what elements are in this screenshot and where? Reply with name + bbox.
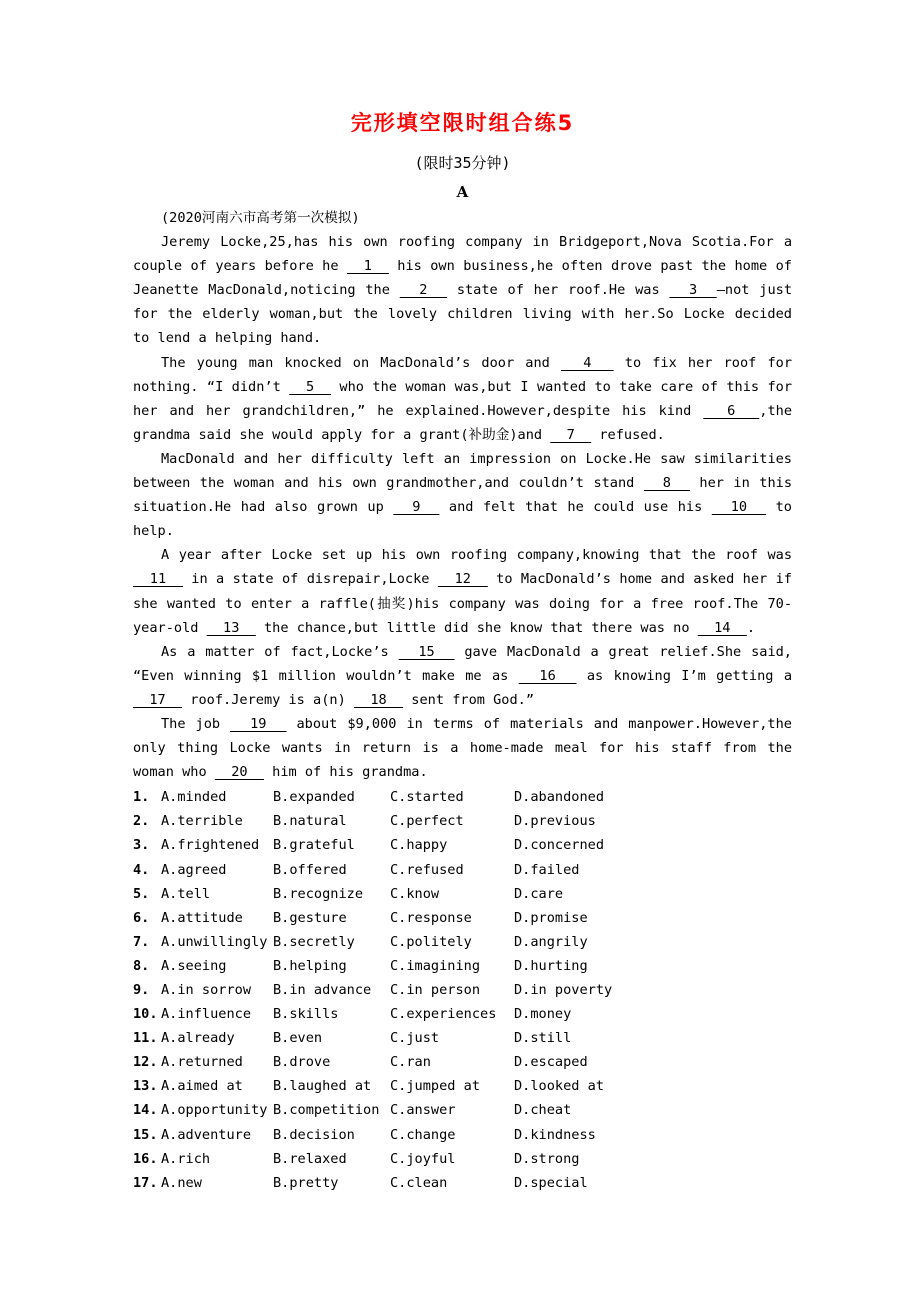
- option-number: 12.: [133, 1054, 158, 1071]
- option-choice-a: A.unwillingly: [161, 933, 268, 950]
- option-choice-d: D.abandoned: [514, 789, 605, 806]
- document-title: 完形填空限时组合练5: [350, 111, 575, 135]
- paragraph-5: As a matter of fact,Locke’s 15 gave MacDonald a great relief.She said, “Even winning $1 million wouldn’t make me as 16 as knowing I’m getting a 17 roof.Jeremy is a(n) 18 sent from God.”: [133, 643, 792, 708]
- options-list: [133, 785, 792, 1195]
- cloze-blank-13: 13: [206, 619, 256, 636]
- option-choice-c: C.imagining: [390, 957, 481, 974]
- option-choice-c: C.know: [390, 885, 440, 902]
- option-row-11: [133, 1026, 792, 1050]
- option-number: 13.: [133, 1078, 158, 1095]
- option-choice-d: D.failed: [514, 861, 580, 878]
- option-choice-c: C.answer: [390, 1102, 456, 1119]
- option-choice-b: B.drove: [273, 1054, 331, 1071]
- option-choice-c: C.jumped at: [390, 1078, 481, 1095]
- option-number: 10.: [133, 1006, 158, 1023]
- cloze-blank-10: 10: [711, 499, 767, 516]
- option-choice-d: D.still: [514, 1030, 572, 1047]
- option-number: 7.: [133, 933, 150, 950]
- option-choice-b: B.laughed at: [273, 1078, 372, 1095]
- option-choice-c: C.joyful: [390, 1150, 456, 1167]
- paragraph-4: A year after Locke set up his own roofing company,knowing that the roof was 11 in a state of disrepair,Locke 12 to MacDonald’s home and asked her if she wanted to enter a raffle(抽奖)his company was doing for a free roof.The 70-year-old 13 the chance,but little did she know that there was no 14 .: [133, 547, 792, 636]
- option-choice-d: D.escaped: [514, 1054, 588, 1071]
- option-number: 15.: [133, 1126, 158, 1143]
- option-number: 5.: [133, 885, 150, 902]
- option-choice-a: A.minded: [161, 789, 227, 806]
- cloze-blank-2: 2: [399, 282, 448, 299]
- cloze-blank-14: 14: [697, 619, 747, 636]
- option-row-14: [133, 1098, 792, 1122]
- option-choice-c: C.clean: [390, 1174, 448, 1191]
- cloze-blank-12: 12: [437, 571, 488, 588]
- cloze-blank-9: 9: [393, 499, 440, 516]
- option-number: 8.: [133, 957, 150, 974]
- option-row-1: [133, 785, 792, 809]
- cloze-blank-19: 19: [230, 715, 287, 732]
- option-choice-b: B.in advance: [273, 982, 372, 998]
- option-row-5: [133, 882, 792, 906]
- option-choice-c: C.response: [390, 909, 472, 926]
- option-choice-c: C.perfect: [390, 813, 464, 830]
- option-choice-d: D.looked at: [514, 1078, 605, 1095]
- option-row-17: [133, 1171, 792, 1195]
- option-choice-a: A.opportunity: [161, 1102, 268, 1119]
- option-choice-c: C.in person: [390, 982, 481, 998]
- option-row-10: [133, 1002, 792, 1026]
- paragraph-3: MacDonald and her difficulty left an impression on Locke.He saw similarities between the woman and his own grandmother,and couldn’t stand 8 her in this situation.He had also grown up 9 and felt that he could use his 10 to help.: [133, 450, 792, 540]
- option-number: 17.: [133, 1174, 158, 1191]
- option-choice-b: B.pretty: [273, 1174, 339, 1191]
- option-choice-b: B.expanded: [273, 789, 355, 806]
- option-choice-b: B.secretly: [273, 933, 355, 950]
- option-choice-a: A.in sorrow: [161, 982, 252, 998]
- option-choice-c: C.ran: [390, 1054, 431, 1071]
- option-row-7: [133, 930, 792, 954]
- option-number: 1.: [133, 789, 150, 806]
- option-choice-a: A.attitude: [161, 909, 243, 926]
- option-number: 4.: [133, 861, 150, 878]
- cloze-blank-3: 3: [669, 282, 717, 299]
- cloze-blank-7: 7: [550, 426, 592, 443]
- option-row-15: [133, 1123, 792, 1147]
- option-choice-a: A.seeing: [161, 957, 227, 974]
- option-choice-a: A.influence: [161, 1006, 252, 1023]
- paragraph-1: Jeremy Locke,25,has his own roofing company in Bridgeport,Nova Scotia.For a couple of years before he 1 his own business,he often drove past the home of Jeanette MacDonald,noticing the 2 state of her roof.He was 3 —not just for the elderly woman,but the lovely children living with her.So Locke decided to lend a helping hand.: [133, 234, 793, 347]
- section-label: A: [456, 183, 469, 201]
- option-choice-d: D.money: [514, 1006, 572, 1023]
- option-row-12: [133, 1050, 792, 1074]
- option-choice-d: D.special: [514, 1174, 588, 1191]
- option-choice-b: B.competition: [273, 1102, 380, 1119]
- source-line: (2020河南六市高考第一次模拟): [161, 210, 360, 226]
- option-choice-d: D.previous: [514, 813, 596, 830]
- option-row-9: [133, 978, 792, 1002]
- cloze-blank-15: 15: [398, 643, 455, 660]
- option-choice-b: B.natural: [273, 813, 347, 830]
- option-choice-c: C.just: [390, 1030, 440, 1047]
- option-choice-d: D.in poverty: [514, 982, 613, 998]
- cloze-blank-17: 17: [133, 691, 183, 708]
- option-choice-a: A.adventure: [161, 1126, 252, 1143]
- option-choice-a: A.new: [161, 1174, 202, 1191]
- option-number: 2.: [133, 813, 150, 830]
- option-choice-b: B.offered: [273, 861, 347, 878]
- cloze-blank-11: 11: [133, 571, 183, 588]
- cloze-blank-8: 8: [643, 475, 690, 492]
- option-number: 3.: [133, 837, 150, 854]
- option-choice-b: B.gesture: [273, 909, 347, 926]
- option-row-16: [133, 1147, 792, 1171]
- cloze-blank-6: 6: [703, 402, 760, 419]
- option-number: 11.: [133, 1030, 158, 1047]
- option-choice-b: B.relaxed: [273, 1150, 347, 1167]
- option-number: 16.: [133, 1150, 158, 1167]
- cloze-blank-20: 20: [214, 764, 264, 781]
- option-choice-c: C.experiences: [390, 1006, 497, 1023]
- cloze-blank-5: 5: [289, 378, 332, 395]
- option-number: 9.: [133, 982, 150, 998]
- passage: [133, 230, 792, 784]
- cloze-blank-18: 18: [353, 691, 404, 708]
- option-choice-c: C.refused: [390, 861, 464, 878]
- option-choice-d: D.kindness: [514, 1126, 596, 1143]
- option-choice-d: D.care: [514, 885, 564, 902]
- option-choice-d: D.angrily: [514, 933, 588, 950]
- option-choice-a: A.frightened: [161, 837, 260, 854]
- time-limit-label: (限时35分钟): [414, 154, 511, 172]
- option-choice-d: D.strong: [514, 1150, 580, 1167]
- option-choice-a: A.terrible: [161, 813, 243, 830]
- option-row-6: [133, 906, 792, 930]
- option-choice-a: A.returned: [161, 1054, 243, 1071]
- option-choice-c: C.politely: [390, 933, 472, 950]
- option-choice-d: D.cheat: [514, 1102, 572, 1119]
- option-number: 6.: [133, 909, 150, 926]
- option-choice-d: D.promise: [514, 909, 588, 926]
- cloze-blank-1: 1: [346, 258, 389, 275]
- option-choice-b: B.helping: [273, 957, 347, 974]
- option-choice-a: A.already: [161, 1030, 235, 1047]
- paragraph-6: The job 19 about $9,000 in terms of materials and manpower.However,the only thing Locke wants in return is a home-made meal for his staff from the woman who 20 him of his grandma.: [133, 715, 792, 781]
- option-choice-a: A.tell: [161, 885, 211, 902]
- option-row-3: [133, 833, 792, 857]
- paragraph-2: The young man knocked on MacDonald’s door and 4 to fix her roof for nothing. “I didn’t 5 who the woman was,but I wanted to take care of this for her and her grandchildren,” he explained.However,despite his kind 6 ,the grandma said she would apply for a grant(补助金)and 7 refused.: [133, 354, 793, 443]
- option-row-13: [133, 1074, 792, 1098]
- option-choice-b: B.grateful: [273, 837, 355, 854]
- option-choice-b: B.recognize: [273, 885, 364, 902]
- option-choice-b: B.skills: [273, 1006, 339, 1023]
- option-choice-d: D.hurting: [514, 957, 588, 974]
- option-choice-c: C.happy: [390, 837, 448, 854]
- option-row-4: [133, 858, 792, 882]
- cloze-blank-4: 4: [560, 354, 614, 371]
- option-choice-c: C.started: [390, 789, 464, 806]
- option-choice-c: C.change: [390, 1126, 456, 1143]
- option-row-8: [133, 954, 792, 978]
- option-choice-d: D.concerned: [514, 837, 605, 854]
- cloze-blank-16: 16: [518, 667, 577, 684]
- option-choice-b: B.decision: [273, 1126, 355, 1143]
- option-choice-a: A.aimed at: [161, 1078, 243, 1095]
- option-choice-a: A.rich: [161, 1150, 211, 1167]
- option-number: 14.: [133, 1102, 158, 1119]
- option-choice-b: B.even: [273, 1030, 323, 1047]
- option-choice-a: A.agreed: [161, 861, 227, 878]
- option-row-2: [133, 809, 792, 833]
